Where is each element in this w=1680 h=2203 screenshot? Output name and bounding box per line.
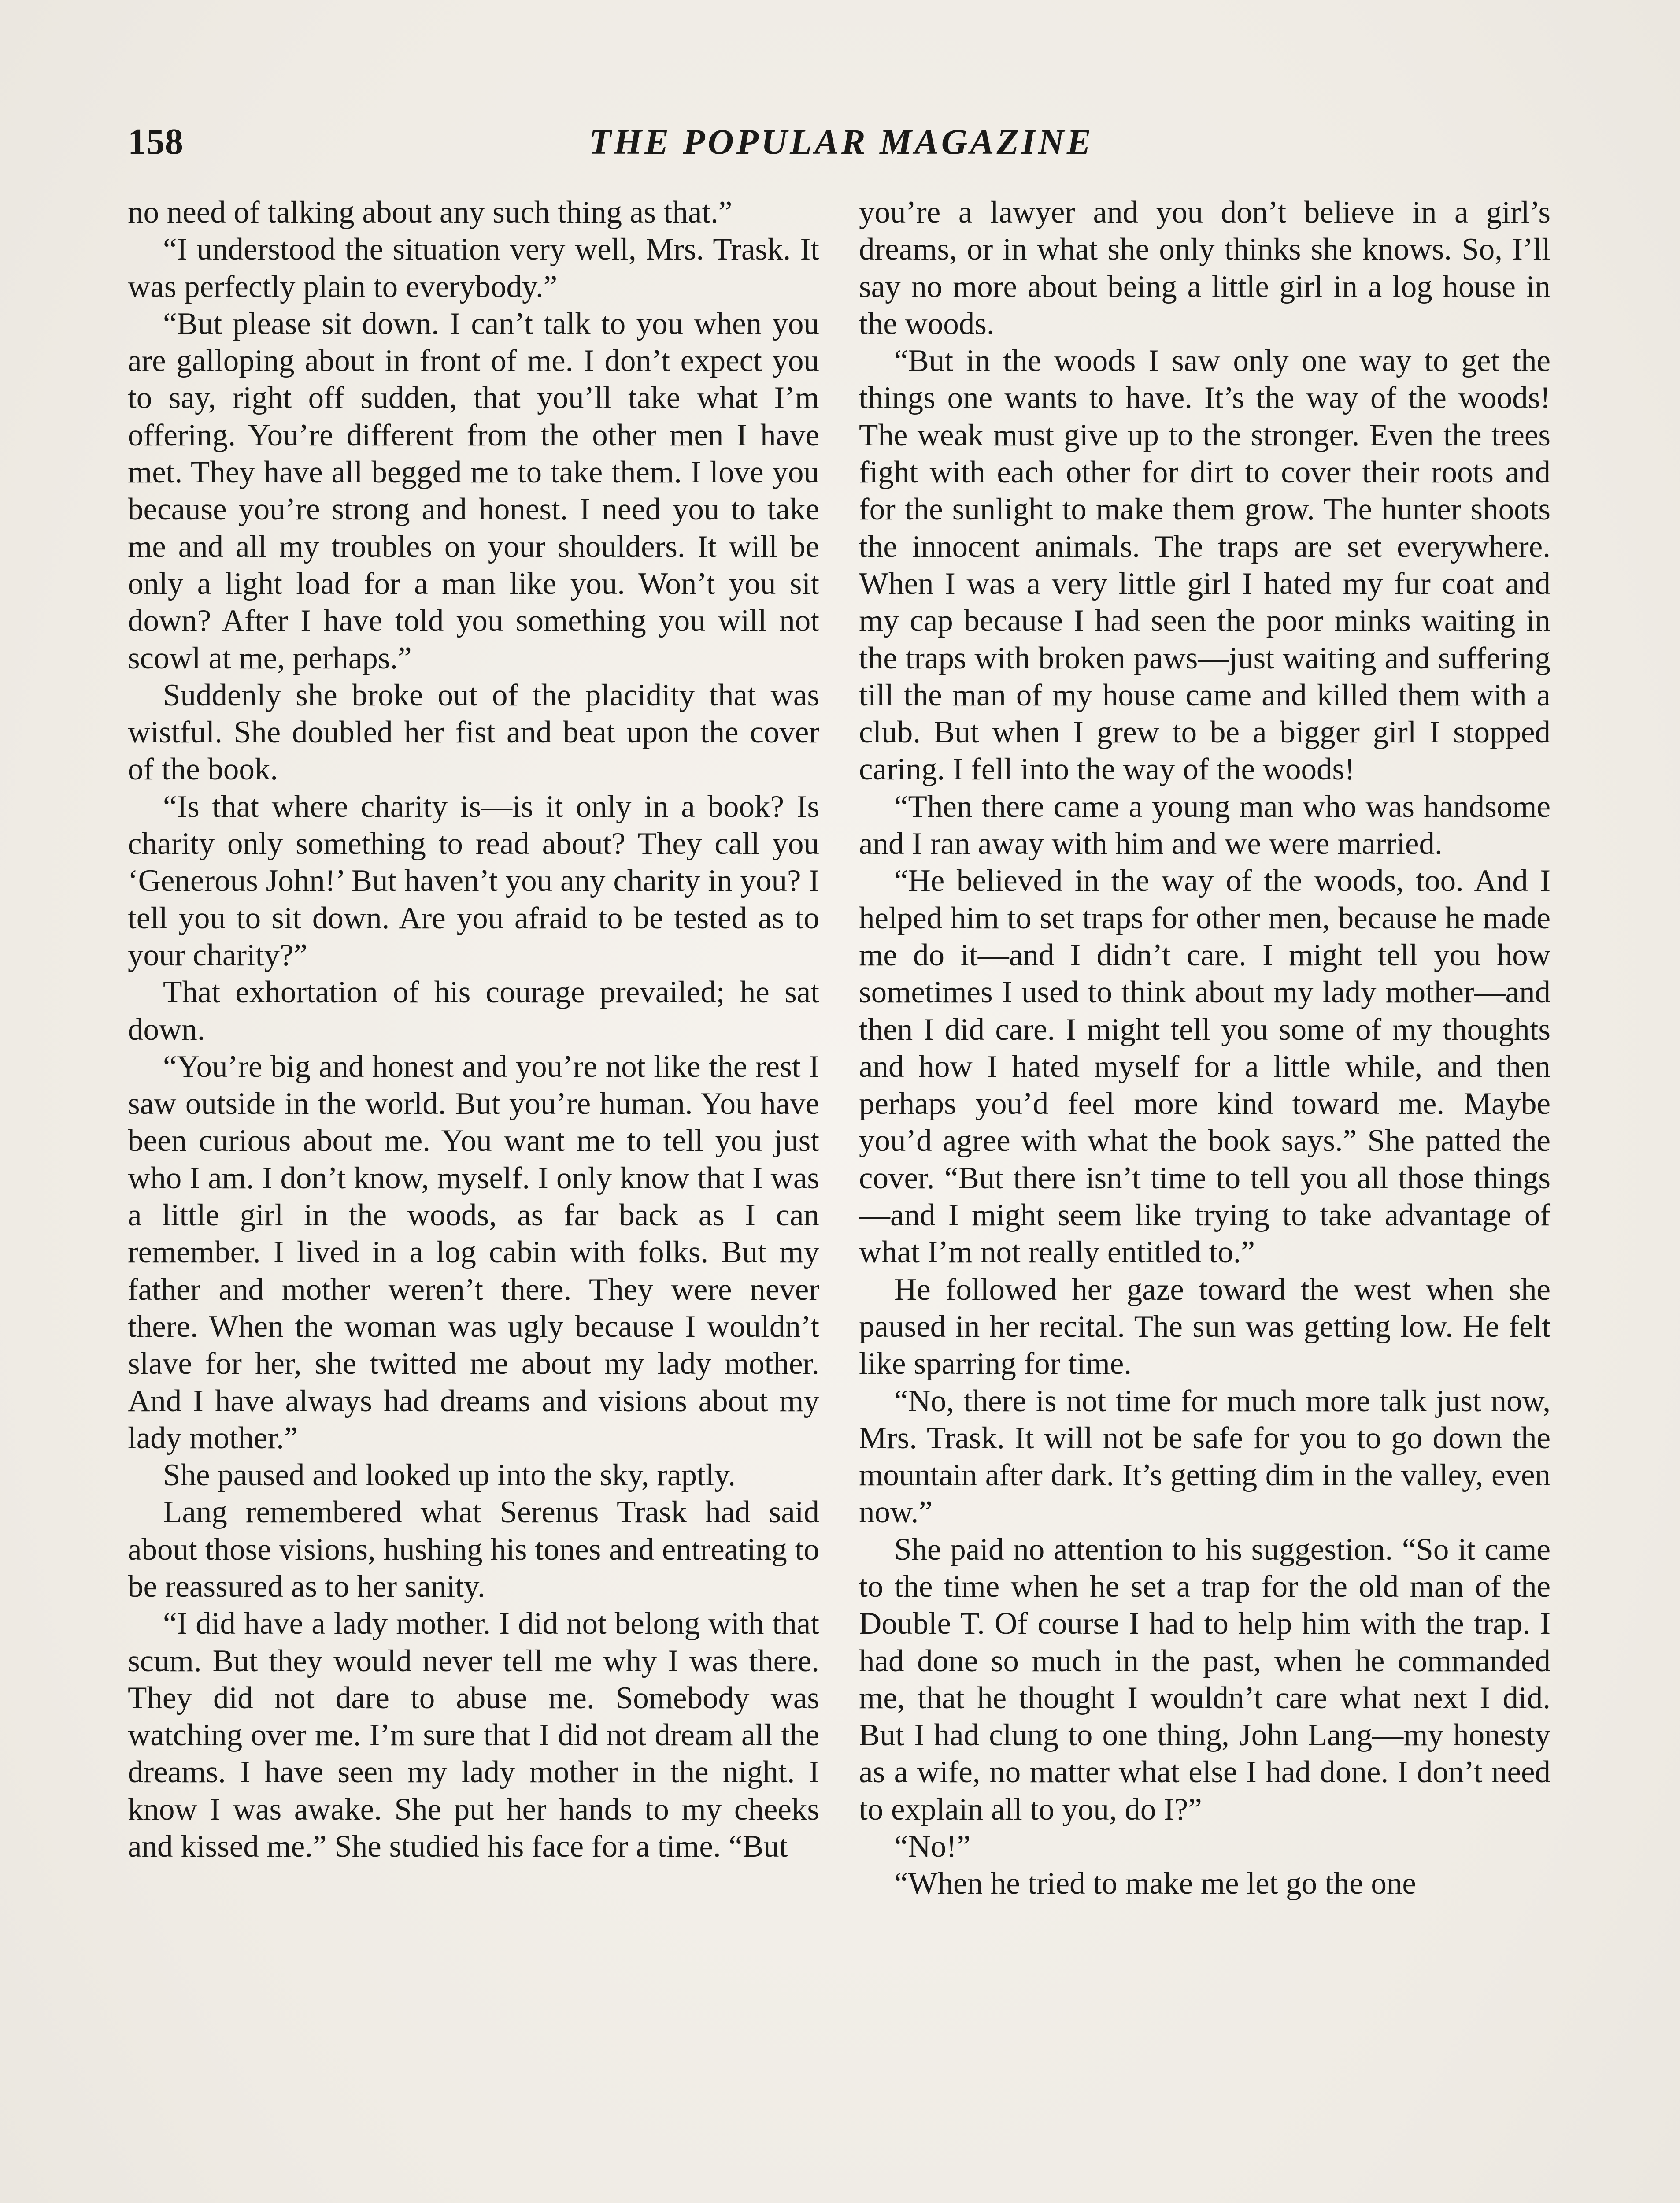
- paragraph: He followed her gaze toward the west when she paused in her recital. The sun was getting low. He felt like sparring for time.: [859, 1272, 1550, 1381]
- page-number: 158: [128, 121, 183, 162]
- paragraph: “But please sit down. I can’t talk to you when you are galloping about in front of me. I don’t expect you to say, right off sudden, that you’ll take what I’m offering. You’re different from the other men I have met. They have all begged me to take them. I love you because you’re strong and honest. I need you to take me and all my troubles on your shoulders. It will be only a light load for a man like you. Won’t you sit down? After I have told you something you will not scowl at me, perhaps.”: [128, 306, 819, 675]
- paragraph: “No, there is not time for much more talk just now, Mrs. Trask. It will not be safe for you to go down the mountain after dark. It’s getting dim in the valley, even now.”: [859, 1383, 1550, 1530]
- paragraph: “When he tried to make me let go the one: [894, 1866, 1416, 1901]
- paragraph: She paused and looked up into the sky, raptly.: [163, 1458, 736, 1493]
- paragraph: “I understood the situation very well, Mrs. Trask. It was perfectly plain to everybody.”: [128, 232, 819, 304]
- paragraph: “He believed in the way of the woods, too. And I helped him to set traps for other men, because he made me do it—and I didn’t care. I might tell you how sometimes I used to think about my lady mother—and then I did care. I might tell you some of my thoughts and how I hated myself for a little while, and then perhaps you’d feel more kind toward me. Maybe you’d agree with what the book says.” She patted the cover. “But there isn’t time to tell you all those things—and I might seem like trying to take advantage of what I’m not really entitled to.”: [859, 864, 1550, 1270]
- paragraph: “Then there came a young man who was handsome and I ran away with him and we were married.: [859, 789, 1550, 861]
- running-head: THE POPULAR MAGAZINE: [589, 122, 1094, 162]
- paragraph: “You’re big and honest and you’re not like the rest I saw outside in the world. But you’re human. You have been curious about me. You want me to tell you just who I am. I don’t know, myself. I only know that I was a little girl in the woods, as far back as I can remember. I lived in a log cabin with folks. But my father and mother weren’t there. They were never there. When the woman was ugly because I wouldn’t slave for her, she twitted me about my lady mother. And I have always had dreams and visions about my lady mother.”: [128, 1049, 819, 1455]
- paragraph: no need of talking about any such thing as that.”: [128, 195, 733, 230]
- paragraph: She paid no attention to his suggestion. “So it came to the time when he set a trap for the old man of the Double T. Of course I had to help him with the trap. I had done so much in the past, when he commanded me, that he thought I wouldn’t care what next I did. But I had clung to one thing, John Lang—my honesty as a wife, no matter what else I had done. I don’t need to explain all to you, do I?”: [859, 1532, 1550, 1827]
- paragraph: “Is that where charity is—is it only in a book? Is charity only something to read about? They call you ‘Generous John!’ But haven’t you any charity in you? I tell you to sit down. Are you afraid to be tested as to your charity?”: [128, 789, 819, 972]
- paragraph: “No!”: [894, 1829, 971, 1864]
- page-header: [128, 115, 1555, 168]
- paragraph: Suddenly she broke out of the placidity that was wistful. She doubled her fist and beat upon the cover of the book.: [128, 678, 819, 787]
- right-column: [859, 194, 1550, 1903]
- paragraph: you’re a lawyer and you don’t believe in a girl’s dreams, or in what she only thinks she knows. So, I’ll say no more about being a little girl in a log house in the woods.: [859, 195, 1550, 341]
- paragraph: “I did have a lady mother. I did not belong with that scum. But they would never tell me why I was there. They did not dare to abuse me. Somebody was watching over me. I’m sure that I did not dream all the dreams. I have seen my lady mother in the night. I know I was awake. She put her hands to my cheeks and kissed me.” She studied his face for a time. “But: [128, 1606, 819, 1864]
- paragraph: That exhortation of his courage prevailed; he sat down.: [128, 975, 819, 1047]
- left-column: [128, 194, 819, 1865]
- paragraph: Lang remembered what Serenus Trask had said about those visions, hushing his tones and entreating to be reassured as to her sanity.: [128, 1495, 819, 1604]
- paragraph: “But in the woods I saw only one way to get the things one wants to have. It’s the way of the woods! The weak must give up to the stronger. Even the trees fight with each other for dirt to cover their roots and for the sunlight to make them grow. The hunter shoots the innocent animals. The traps are set everywhere. When I was a very little girl I hated my fur coat and my cap because I had seen the poor minks waiting in the traps with broken paws—just waiting and suffering till the man of my house came and killed them with a club. But when I grew to be a bigger girl I stopped caring. I fell into the way of the woods!: [859, 344, 1550, 787]
